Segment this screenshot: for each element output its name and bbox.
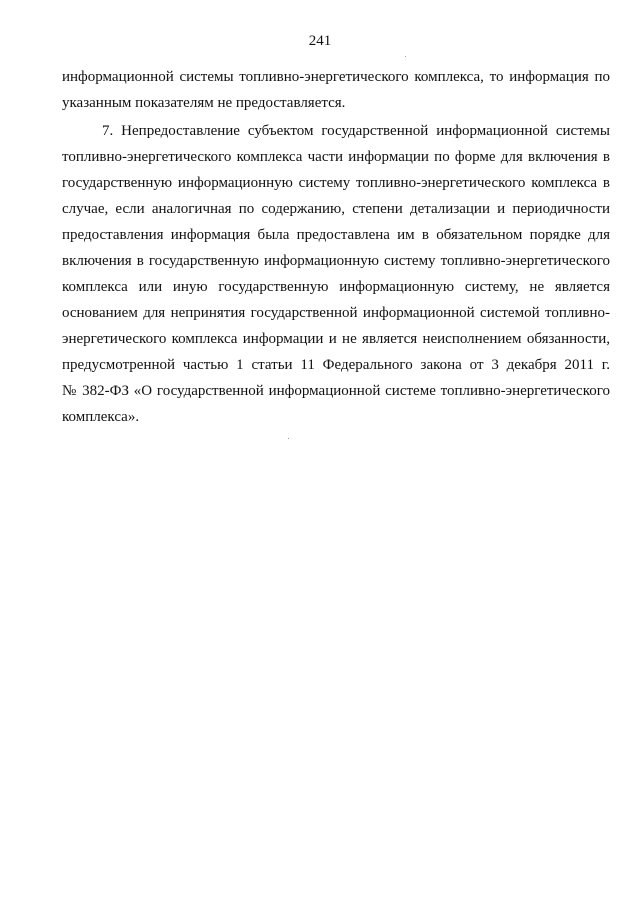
text-line: случае, если аналогичная по содержанию, степени детализации и периодичности xyxy=(62,201,610,217)
text-line: 7. Непредоставление субъектом государственной информационной системы xyxy=(102,123,610,139)
text-line: включения в государственную информационную систему топливно-энергетического xyxy=(62,253,610,269)
text-line: информационной системы топливно-энергетического комплекса, то информация по xyxy=(62,69,610,85)
text-line: предоставления информация была предоставлена им в обязательном порядке для xyxy=(62,227,610,243)
text-line: энергетического комплекса информации и не является неисполнением обязанности, xyxy=(62,331,610,347)
text-line: государственную информационную систему топливно-энергетического комплекса в xyxy=(62,175,610,191)
scan-speck xyxy=(288,438,289,439)
text-line: комплекса или иную государственную информационную систему, не является xyxy=(62,279,610,295)
text-line: № 382-ФЗ «О государственной информационной системе топливно-энергетического xyxy=(62,383,610,399)
text-line: комплекса». xyxy=(62,409,140,425)
text-line: предусмотренной частью 1 статьи 11 Федерального закона от 3 декабря 2011 г. xyxy=(62,357,610,373)
scan-speck xyxy=(405,56,406,57)
text-line: основанием для непринятия государственной информационной системой топливно- xyxy=(62,305,610,321)
text-line: указанным показателям не предоставляется. xyxy=(62,95,346,111)
page-number: 241 xyxy=(308,33,332,49)
text-line: топливно-энергетического комплекса части информации по форме для включения в xyxy=(62,149,610,165)
